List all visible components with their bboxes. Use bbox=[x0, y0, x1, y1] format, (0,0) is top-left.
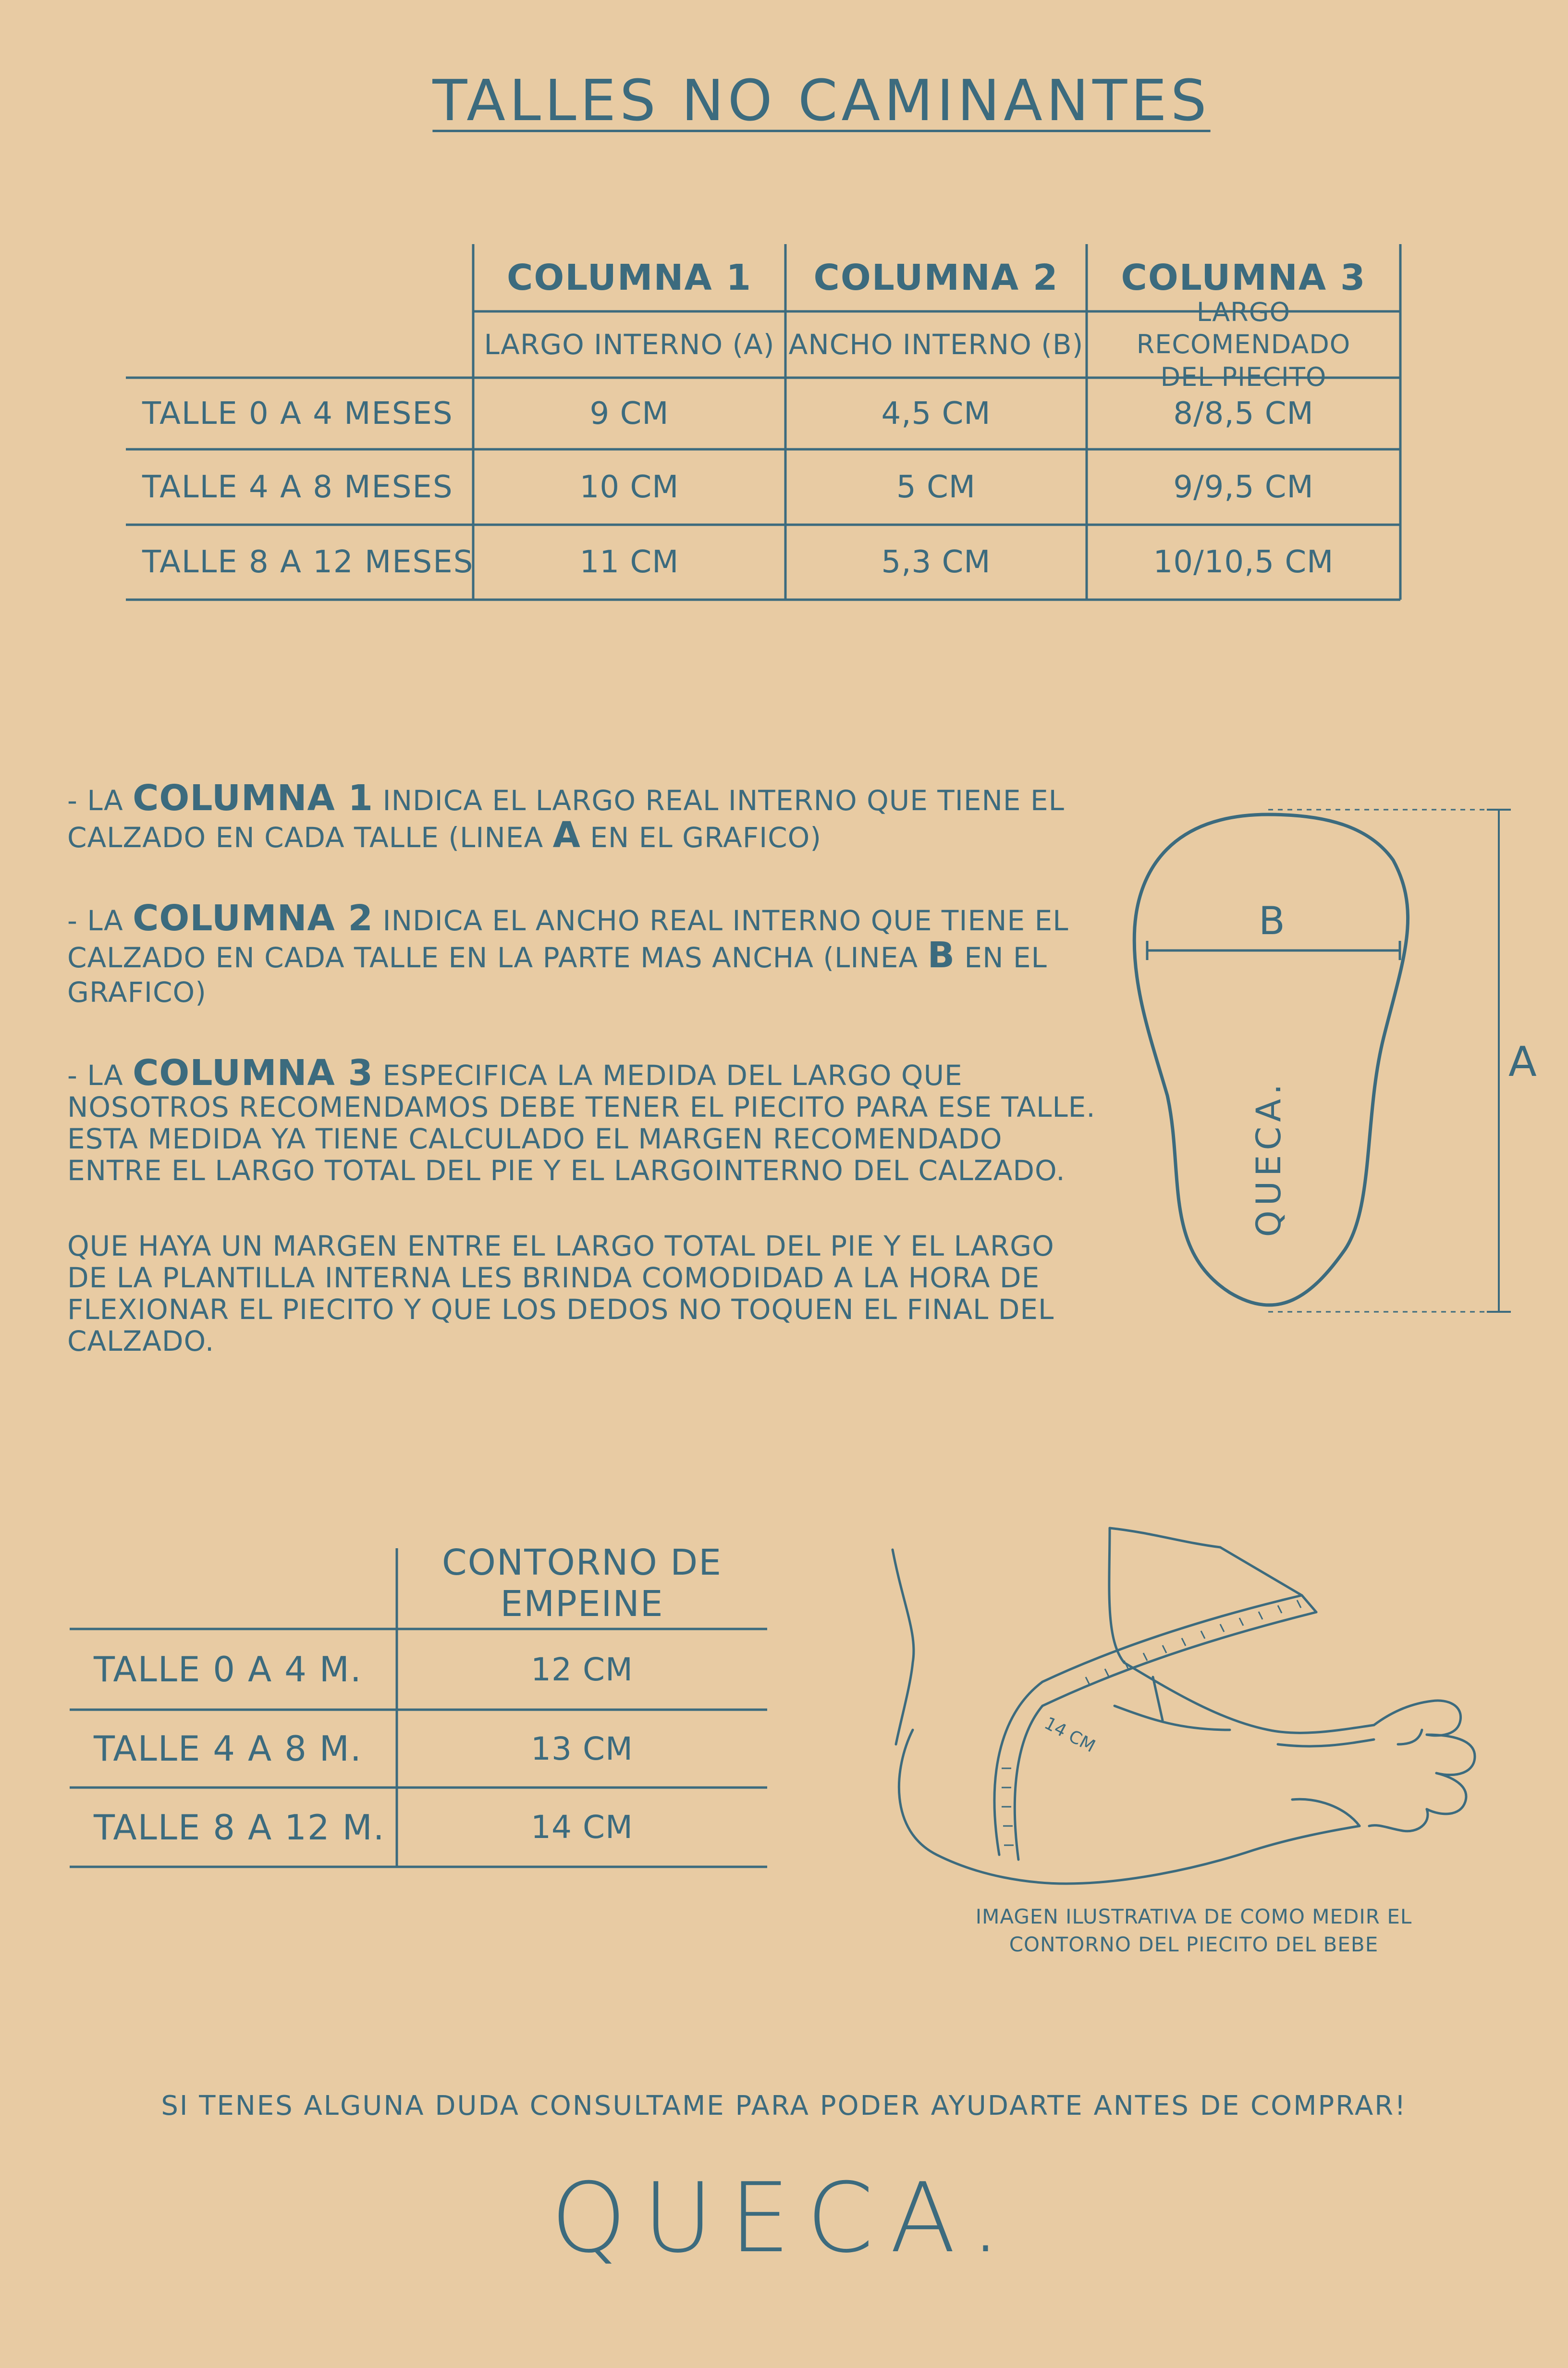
table-cell: 5,3 CM bbox=[881, 544, 991, 580]
table-cell: 11 CM bbox=[579, 544, 679, 580]
insole-brand: QUECA. bbox=[1249, 1079, 1288, 1237]
explanation-column-2: - LA COLUMNA 2 INDICA EL ANCHO REAL INTERNO QUE TIENE EL CALZADO EN CADA TALLE EN LA PARTE MAS ANCHA (LINEA B EN EL GRAFICO) bbox=[67, 898, 1069, 1009]
table-cell: 10/10,5 CM bbox=[1153, 544, 1334, 580]
table-row-label: TALLE 8 A 12 M. bbox=[94, 1807, 385, 1848]
tape-label: 14 CM bbox=[1041, 1713, 1099, 1757]
table-cell: 8/8,5 CM bbox=[1173, 395, 1314, 432]
table-row-label: TALLE 4 A 8 MESES bbox=[142, 469, 453, 505]
footer-note: SI TENES ALGUNA DUDA CONSULTAME PARA PODER AYUDARTE ANTES DE COMPRAR! bbox=[161, 2090, 1407, 2121]
brand-logo: QUECA. bbox=[551, 2162, 1017, 2274]
table-row-label: TALLE 0 A 4 M. bbox=[94, 1649, 362, 1690]
table-cell: 9/9,5 CM bbox=[1173, 469, 1314, 505]
table-cell: 9 CM bbox=[589, 395, 669, 432]
instep-header: CONTORNO DE EMPEINE bbox=[442, 1542, 722, 1625]
table-cell: 10 CM bbox=[579, 469, 679, 505]
table-cell: 4,5 CM bbox=[881, 395, 991, 432]
table-cell: 12 CM bbox=[531, 1651, 633, 1688]
insole-diagram bbox=[1105, 788, 1537, 1331]
column-1-subheader: LARGO INTERNO (A) bbox=[484, 328, 775, 361]
table-row-label: TALLE 0 A 4 MESES bbox=[142, 395, 453, 432]
column-1-header: COLUMNA 1 bbox=[507, 257, 752, 298]
insole-label-a: A bbox=[1508, 1038, 1537, 1086]
table-row-label: TALLE 8 A 12 MESES bbox=[142, 544, 474, 580]
foot-illustration bbox=[884, 1518, 1523, 1893]
table-cell: 5 CM bbox=[896, 469, 976, 505]
column-3-subheader: LARGO RECOMENDADO DEL PIECITO bbox=[1136, 296, 1351, 392]
column-3-header: COLUMNA 3 bbox=[1121, 257, 1366, 298]
page-title: TALLES NO CAMINANTES bbox=[432, 67, 1211, 134]
explanation-column-3: - LA COLUMNA 3 ESPECIFICA LA MEDIDA DEL LARGO QUE NOSOTROS RECOMENDAMOS DEBE TENER EL PIECITO PARA ESE TALLE. ESTA MEDIDA YA TIENE CALCULADO EL MARGEN RECOMENDADO ENTRE EL LARGO TOTAL DEL PIE Y EL LARGOINTERNO DEL CALZADO. bbox=[67, 1052, 1096, 1187]
foot-caption: IMAGEN ILUSTRATIVA DE COMO MEDIR EL CONTORNO DEL PIECITO DEL BEBE bbox=[975, 1905, 1412, 1956]
column-2-header: COLUMNA 2 bbox=[813, 257, 1059, 298]
insole-label-b: B bbox=[1259, 899, 1285, 943]
table-cell: 14 CM bbox=[531, 1809, 633, 1846]
margin-explanation: QUE HAYA UN MARGEN ENTRE EL LARGO TOTAL DEL PIE Y EL LARGO DE LA PLANTILLA INTERNA LES BRINDA COMODIDAD A LA HORA DE FLEXIONAR EL PIECITO Y QUE LOS DEDOS NO TOQUEN EL FINAL DEL CALZADO. bbox=[67, 1230, 1054, 1357]
column-2-subheader: ANCHO INTERNO (B) bbox=[788, 328, 1084, 361]
table-cell: 13 CM bbox=[531, 1730, 633, 1767]
table-row-label: TALLE 4 A 8 M. bbox=[94, 1728, 362, 1769]
explanation-column-1: - LA COLUMNA 1 INDICA EL LARGO REAL INTERNO QUE TIENE EL CALZADO EN CADA TALLE (LINEA A EN EL GRAFICO) bbox=[67, 777, 1065, 856]
